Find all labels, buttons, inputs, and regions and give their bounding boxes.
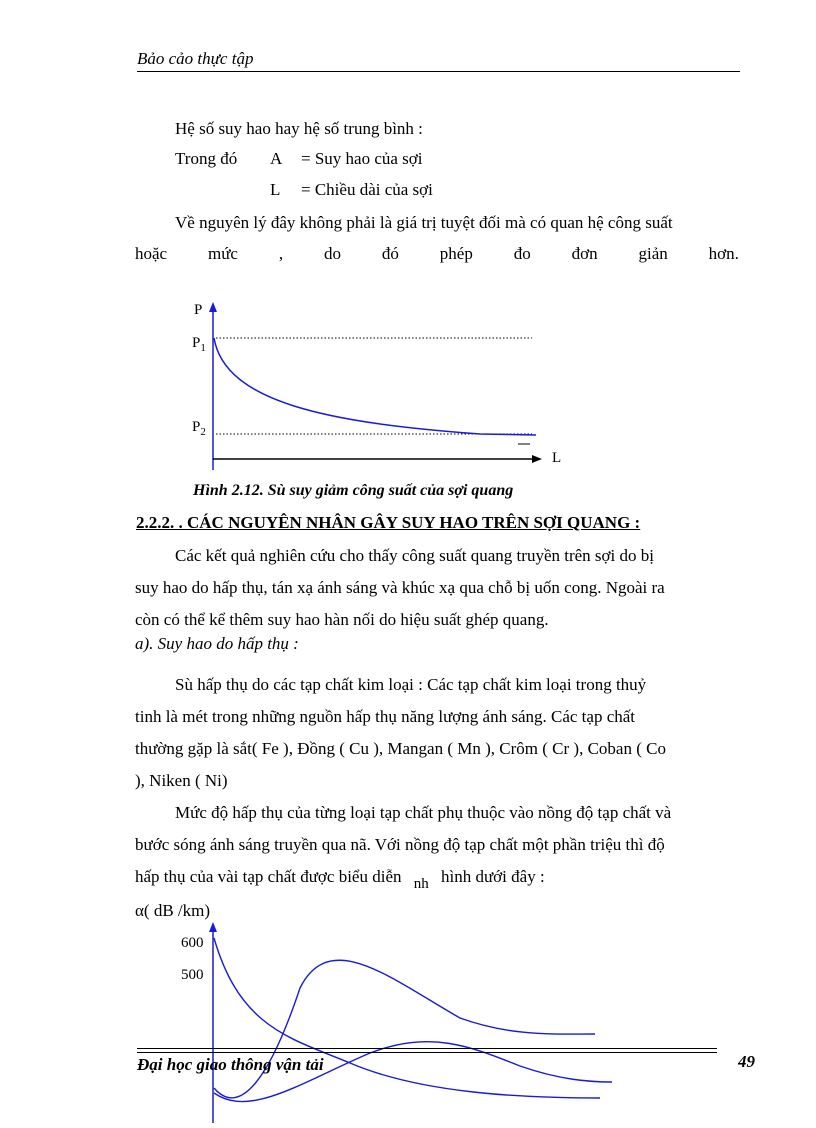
- para2-line-1: Sù hấp thụ do các tạp chất kim loại : Các tạp chất kim loại trong thuỷ: [175, 675, 647, 694]
- intro-line-5-word: phép: [439, 244, 473, 263]
- para3-line-3: hấp thụ của vài tạp chất được biểu diễn nh hình dưới đây :: [135, 867, 545, 892]
- var-l-desc: = Chiều dài của sợi: [301, 180, 433, 199]
- header-title: Bảo cảo thực tập: [137, 49, 254, 68]
- intro-line-4: Về nguyên lý đây không phải là giá trị tuyệt đối mà có quan hệ công suất: [175, 213, 673, 232]
- figure-power-decay: [180, 298, 580, 474]
- intro-line-5-word: giản: [638, 244, 668, 263]
- figure-absorption: [200, 918, 630, 1128]
- para2-line-3: thường gặp là sắt( Fe ), Đồng ( Cu ), Mangan ( Mn ), Crôm ( Cr ), Coban ( Co: [135, 739, 666, 758]
- section-heading: 2.2.2. . CÁC NGUYÊN NHÂN GÂY SUY HAO TRÊN SỢI QUANG :: [136, 513, 641, 532]
- fig2-curve-b: [214, 960, 595, 1098]
- fig1-decay-curve: [214, 338, 536, 435]
- intro-line-5-word: hoặc: [135, 244, 168, 263]
- para1-line-3: còn có thể kể thêm suy hao hàn nối do hiệu suất ghép quang.: [135, 610, 549, 629]
- intro-line-5-word: mức: [207, 244, 238, 263]
- fig1-x-arrow: [532, 455, 542, 463]
- intro-line-5-word: đơn: [571, 244, 598, 263]
- intro-line-1: Hệ số suy hao hay hệ số trung bình :: [175, 119, 423, 138]
- subheading-absorption: a). Suy hao do hấp thụ :: [135, 634, 299, 653]
- fig2-y-arrow: [209, 922, 217, 932]
- para3-sub: nh: [413, 876, 429, 892]
- fig2-tick-500: 500: [181, 967, 204, 983]
- footer-rule-2: [137, 1052, 717, 1053]
- intro-line-5-word: đo: [513, 244, 531, 263]
- intro-line-5-word: hơn.: [708, 244, 739, 263]
- intro-line-2: [175, 143, 237, 175]
- intro-line-5-word: đó: [381, 244, 399, 263]
- fig2-tick-600: 600: [181, 935, 204, 951]
- header-rule: [137, 71, 740, 72]
- intro-line-2-prefix: Trong đó: [175, 149, 238, 168]
- fig2-y-label: α( dB /km): [135, 901, 211, 920]
- fig1-p2-label: $P_2$: [192, 419, 206, 438]
- fig1-caption: Hình 2.12. Sù suy giảm công suất của sợi quang: [193, 482, 514, 499]
- para2-line-4: ), Niken ( Ni): [135, 771, 228, 790]
- var-l: L: [270, 180, 281, 199]
- para3-line-2: bước sóng ánh sáng truyền qua nã. Với nồng độ tạp chất một phần triệu thì độ: [135, 835, 665, 854]
- para1-line-1: Các kết quả nghiên cứu cho thấy công suất quang truyền trên sợi do bị: [175, 546, 654, 565]
- para1-line-2: suy hao do hấp thụ, tán xạ ánh sáng và khúc xạ qua chỗ bị uốn cong. Ngoài ra: [135, 578, 665, 597]
- var-a: A: [270, 149, 283, 168]
- fig1-x-label: L: [552, 450, 562, 466]
- para3-line-1: Mức độ hấp thụ của từng loại tạp chất phụ thuộc vào nồng độ tạp chất và: [175, 803, 672, 822]
- fig1-y-label: P: [194, 302, 203, 318]
- intro-line-5: [135, 238, 739, 270]
- footer-text: Đại học giao thông vận tải: [137, 1055, 324, 1074]
- footer-rule-1: [137, 1048, 717, 1049]
- intro-line-5-word: do: [324, 244, 341, 263]
- fig1-p1-label: $P_1$: [192, 335, 206, 354]
- page-number: 49: [738, 1052, 755, 1071]
- var-a-desc: = Suy hao của sợi: [301, 149, 423, 168]
- para2-line-2: tinh là mét trong những nguồn hấp thụ năng lượng ánh sáng. Các tạp chất: [135, 707, 636, 726]
- fig1-y-arrow: [209, 302, 217, 312]
- intro-line-5-word: ,: [278, 244, 284, 263]
